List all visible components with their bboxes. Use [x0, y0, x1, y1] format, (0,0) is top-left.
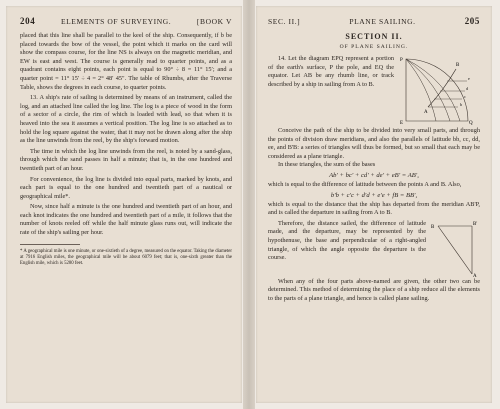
intro-with-figure: [268, 55, 480, 125]
paragraph-compass: placed that this line shall be parallel to the keel of the ship. Consequently, if b be placed towards the bow of the vessel, the point which it marks on the card will show the compass course, for the line NS is always on the magnetic meridian, and EW is east and west. The course is generally read to quarter points, and as a quadrant contains eight points, each point is equal to 90° ÷ 8 = 11° 15′; and a quarter point = 11° 15′ ÷ 4 = 2° 48′ 45″. The table of Rhumbs, after the Traverse Table, shows the degrees in each course, to quarter points.: [20, 32, 232, 91]
label-tri-B-prime: B': [473, 221, 478, 227]
label-B: B: [456, 63, 460, 68]
footnote-rule: [20, 244, 80, 245]
book-gutter: [243, 0, 255, 409]
running-head-section: SEC. II.]: [268, 17, 301, 26]
paragraph-when: When any of the four parts above-named are given, the other two can be determined. This method of determining the place of a ship reduce all the elements to the parts of a plane triangle, and hence is called plane sailing.: [268, 277, 480, 302]
formula-departure: b'b + c'c + d'd + e'e + fB = BB',: [330, 191, 418, 199]
page-number-right: 205: [464, 16, 480, 26]
label-e: e: [468, 76, 470, 81]
right-triangle-diagram: [430, 220, 480, 278]
paragraph-diagram: 14. Let the diagram EPQ represent a portion of the earth's surface, P the pole, and EQ the equator. Let AB be any rhumb line, or track described by a ship in sailing from A to B.: [268, 55, 394, 88]
meridian-2: [406, 59, 450, 121]
label-c: c: [464, 94, 466, 99]
label-Q: Q: [469, 121, 473, 125]
label-E: E: [400, 121, 404, 125]
paragraph-therefore: Therefore, the distance sailed, the difference of latitude made, and the departure, may be represented by the hypothenuse, the base and perpendicular of a right-angled triangle, of which the angle opposite the departure is the course.: [268, 219, 426, 262]
footnote: * A geographical mile is one minute, or one-sixtieth of a degree, measured on the equator. Taking the diameter at 7916 English miles, the geographical mile will be about 6079 feet; that is, one-sixth greater than the English mile, which is 5280 feet.: [20, 248, 232, 267]
section-subtitle: OF PLANE SAILING.: [339, 44, 409, 50]
left-page: [6, 6, 242, 403]
paragraph-rate: Now, since half a minute is the one hundred and twentieth part of an hour, and each knot indicates the one hundred and twentieth part of a mile, it follows that the number of knots reeled off while the half minute glass runs out, will indicate the rate of the ship's sailing per hour.: [20, 203, 232, 237]
paragraph-knots: For convenience, the log line is divided into equal parts, marked by knots, and each part is equal to the one hundred and twentieth part of a nautical or geographical mile*.: [20, 175, 232, 200]
sphere-rhumb-diagram: [398, 55, 480, 125]
label-P: P: [400, 58, 403, 63]
section-title: SECTION II.: [345, 32, 403, 41]
running-head-left: ELEMENTS OF SURVEYING.: [60, 17, 172, 26]
paragraph-departure: which is equal to the distance that the ship has departed from the meridian AB'P, and is called the departure in sailing from A to B.: [268, 200, 480, 217]
book-label: [BOOK V: [196, 17, 232, 26]
triangle-hypothenuse: [438, 226, 472, 274]
paragraph-difference-latitude: which is equal to the difference of latitude between the points A and B. Also,: [268, 180, 462, 188]
formula-latitude: Ab' + bc' + cd' + de' + eB' = AB',: [329, 171, 419, 179]
paragraph-log: 13. A ship's rate of sailing is determined by means of an instrument, called the log, and an attached line called the log line. The log is a piece of wood in the form of a sector of a circle, the rim of which is loaded with lead, so that when it is heaved into the sea it assumes a vertical position. The log line is so attached as to hold the log square against the water, that it may not be drawn along after the ship as the line unwinds from the reel, by the ship's forward motion.: [20, 94, 232, 145]
label-tri-A: A: [473, 273, 477, 278]
page-number-left: 204: [20, 16, 36, 26]
label-b: b: [460, 102, 462, 107]
triangle-with-text: [268, 220, 480, 278]
running-head-right: PLANE SAILING.: [349, 17, 416, 26]
left-page-header: [20, 16, 232, 26]
right-page: [256, 6, 492, 403]
paragraph-sand-glass: The time in which the log line unwinds from the reel, is noted by a sand-glass, through which the sand passes in half a minute; that is, in the one hundred and twentieth part of an hour.: [20, 147, 232, 172]
paragraph-sum-bases: In these triangles, the sum of the bases: [278, 161, 376, 169]
meridian-3: [406, 59, 460, 121]
right-page-header: [268, 16, 480, 26]
paragraph-conceive: Conceive the path of the ship to be divided into very small parts, and through the points of division draw meridians, and also the parallels of latitude bb, cc, dd, ee, and B'B: a series of triangles will thus be formed, but so small that each may be considered as a plane triangle.: [268, 127, 480, 160]
label-A: A: [424, 110, 428, 115]
label-d: d: [466, 86, 468, 91]
label-tri-B: B: [431, 224, 435, 230]
quadrant-outline: [406, 59, 468, 121]
